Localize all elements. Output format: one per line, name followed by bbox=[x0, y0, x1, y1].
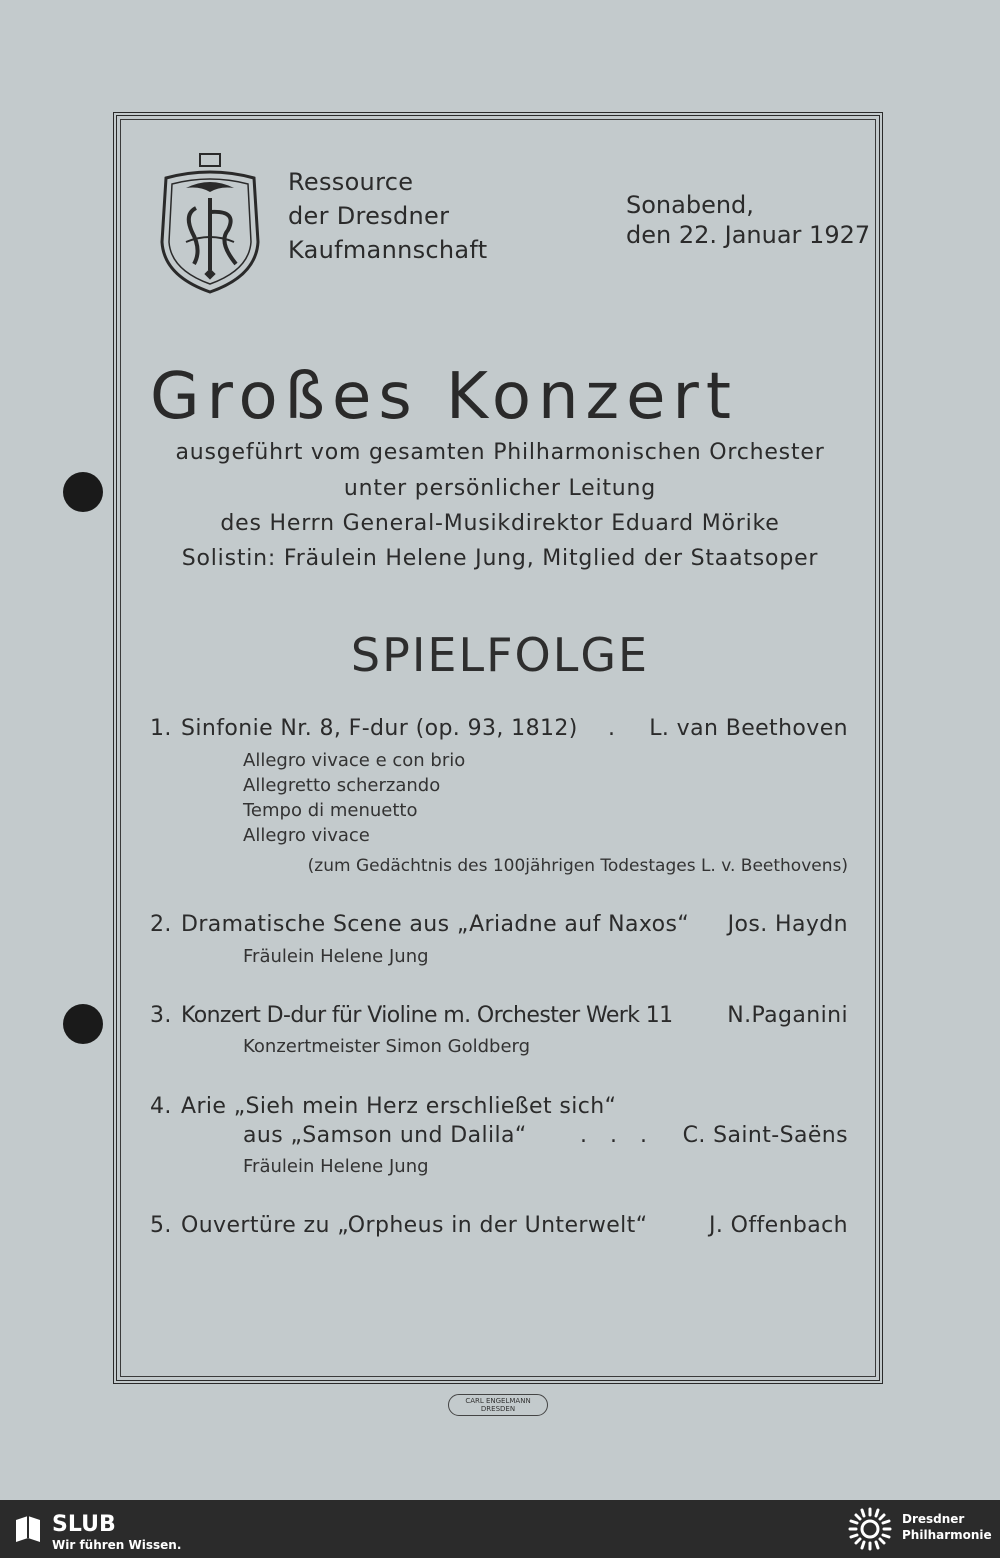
item-5-number: 5. bbox=[150, 1213, 172, 1238]
item-1-movement-3: Tempo di menuetto bbox=[243, 800, 418, 821]
item-1-movement-4: Allegro vivace bbox=[243, 825, 370, 846]
item-1-composer: L. van Beethoven bbox=[649, 716, 848, 741]
printer-mark-line-1: CARL ENGELMANN bbox=[465, 1397, 531, 1405]
philharmonie-logo-icon bbox=[848, 1507, 892, 1551]
date-full: den 22. Januar 1927 bbox=[626, 221, 871, 249]
item-2-composer: Jos. Haydn bbox=[727, 912, 848, 937]
org-name-line-2: der Dresdner bbox=[288, 202, 450, 230]
punch-hole-bottom bbox=[63, 1004, 103, 1044]
item-2-title: Dramatische Scene aus „Ariadne auf Naxos“ bbox=[181, 912, 690, 937]
item-2-number: 2. bbox=[150, 912, 172, 937]
item-1-title: Sinfonie Nr. 8, F-dur (op. 93, 1812) bbox=[181, 716, 578, 741]
footer-bar bbox=[0, 1500, 1000, 1558]
item-4-composer: C. Saint-Saëns bbox=[682, 1123, 848, 1148]
philharmonie-line-2: Philharmonie bbox=[902, 1528, 992, 1542]
program-heading: SPIELFOLGE bbox=[350, 628, 650, 682]
printer-mark-line-2: DRESDEN bbox=[480, 1405, 516, 1413]
item-4-title: Arie „Sieh mein Herz erschließet sich“ bbox=[181, 1094, 617, 1119]
subtitle-soloist: Solistin: Fräulein Helene Jung, Mitglied der Staatsoper bbox=[181, 546, 819, 571]
org-name-line-3: Kaufmannschaft bbox=[288, 236, 488, 264]
item-1-note: (zum Gedächtnis des 100jährigen Todestages L. v. Beethovens) bbox=[307, 856, 848, 876]
item-4-dots: . . . bbox=[580, 1123, 655, 1148]
item-5-composer: J. Offenbach bbox=[708, 1213, 848, 1238]
date-weekday: Sonabend, bbox=[626, 191, 754, 219]
philharmonie-line-1: Dresdner bbox=[902, 1512, 965, 1526]
item-3-performer: Konzertmeister Simon Goldberg bbox=[243, 1036, 531, 1057]
concert-title: Großes Konzert bbox=[150, 360, 738, 434]
punch-hole-top bbox=[63, 472, 103, 512]
inner-border bbox=[120, 119, 876, 1377]
subtitle-direction: unter persönlicher Leitung bbox=[343, 476, 657, 501]
subtitle-conductor: des Herrn General-Musikdirektor Eduard Mörike bbox=[220, 511, 780, 536]
item-1-number: 1. bbox=[150, 716, 172, 741]
item-4-title-continued: aus „Samson und Dalila“ bbox=[243, 1123, 527, 1148]
item-3-number: 3. bbox=[150, 1003, 172, 1028]
subtitle-orchestra: ausgeführt vom gesamten Philharmonischen Orchester bbox=[175, 440, 825, 465]
org-name-line-1: Ressource bbox=[288, 168, 414, 196]
crest-icon bbox=[156, 152, 264, 294]
printer-mark bbox=[448, 1394, 548, 1416]
item-3-composer: N.Paganini bbox=[727, 1003, 848, 1028]
item-4-performer: Fräulein Helene Jung bbox=[243, 1156, 429, 1177]
item-4-number: 4. bbox=[150, 1094, 172, 1119]
item-5-title: Ouvertüre zu „Orpheus in der Unterwelt“ bbox=[181, 1213, 648, 1238]
item-1-dots: . bbox=[608, 716, 616, 741]
item-1-movement-2: Allegretto scherzando bbox=[243, 775, 441, 796]
item-1-movement-1: Allegro vivace e con brio bbox=[243, 750, 466, 771]
slub-brand: SLUB bbox=[52, 1512, 116, 1537]
slub-tagline: Wir führen Wissen. bbox=[52, 1538, 182, 1552]
slub-logo-icon bbox=[14, 1514, 42, 1544]
item-3-title: Konzert D-dur für Violine m. Orchester Werk 11 bbox=[181, 1003, 673, 1028]
item-2-performer: Fräulein Helene Jung bbox=[243, 946, 429, 967]
